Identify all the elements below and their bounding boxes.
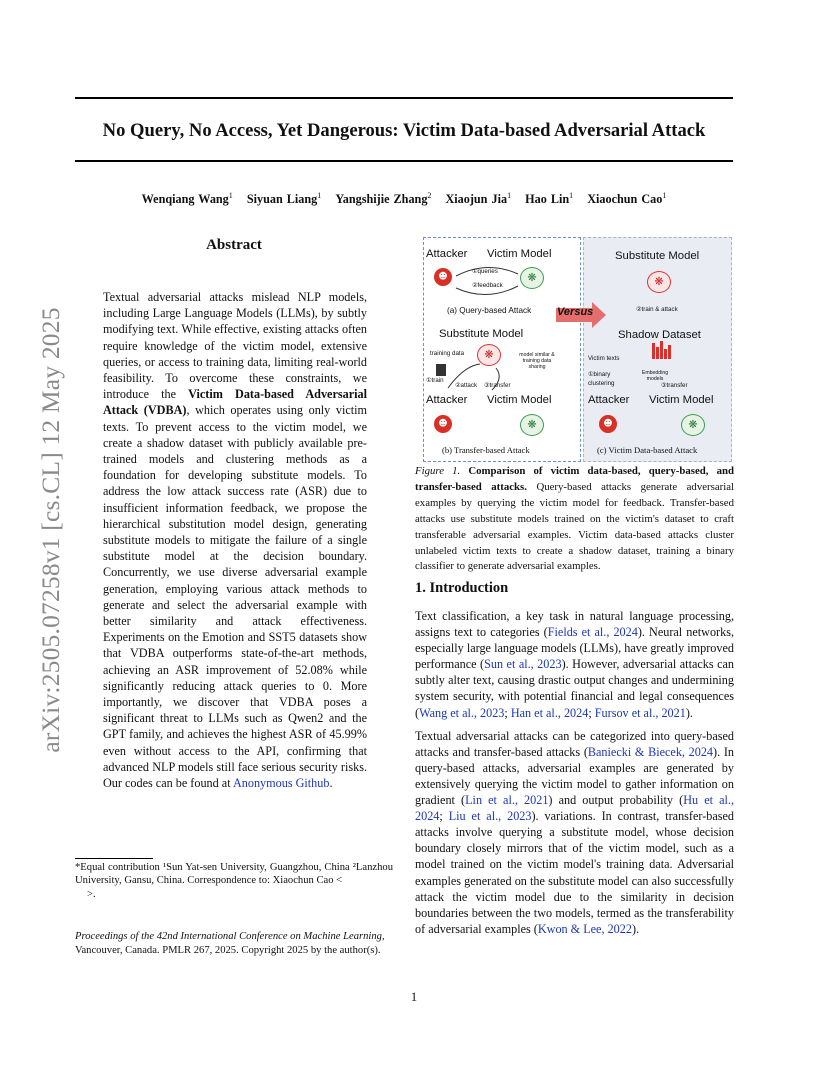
label: Victim Model — [649, 394, 714, 406]
author: Hao Lin$^1$ — [525, 191, 574, 207]
label: Attacker — [426, 394, 468, 406]
author: Wenqiang Wang$^1$ — [141, 191, 233, 207]
text-run: Text classification, a key task in natural language processing, assigns text to categories ( — [415, 609, 734, 640]
citation-link[interactable]: Wang et al., 2023 — [419, 705, 505, 720]
citation-link[interactable]: Liu et al., 2023 — [448, 809, 532, 824]
shadow-dataset-icon — [652, 341, 672, 359]
label: Substitute Model — [439, 328, 524, 340]
footnote: *Equal contribution ¹Sun Yat-sen University, Guangzhou, China ²Lanzhou University, Gansu, China. Correspondence to: Xiaochun Cao < >. — [75, 862, 393, 900]
label: ③transfer — [484, 382, 511, 389]
citation-link[interactable]: Kwon & Lee, 2022 — [537, 921, 632, 936]
victim-model-brain-icon: ❋ — [520, 267, 544, 289]
introduction-body — [415, 608, 734, 944]
text-run: ; — [504, 705, 511, 720]
citation-link[interactable]: Fursov et al., 2021 — [594, 705, 686, 720]
text-run: ). Neural networks, especially large language models (LLMs), have greatly improved performance ( — [415, 625, 734, 672]
label: model similar & training data sharing — [519, 352, 555, 370]
abstract-body: Textual adversarial attacks mislead NLP models, including Large Language Models (LLMs), by subtly modifying text. While effective, existing attacks often require knowledge of the victim model, extensive queries, or access to training data, limiting real-world feasibility. To overcome these constraints, we introduce the Victim Data-based Adversarial Attack (VDBA), which operates using only victim texts. To prevent access to the victim model, we create a shadow dataset with publicly available pre-trained models and clustering methods as a foundation for developing substitute models. To address the low attack success rate (ASR) due to insufficient information feedback, we propose the hierarchical substitution model design, generating substitute models to mitigate the failure of a single substitute model at the decision boundary. Concurrently, we use diverse adversarial example generation, employing various attack methods to generate and select the adversarial example with better similarity and attack effectiveness. Experiments on the Emotion and SST5 datasets show that VDBA outperforms state-of-the-art methods, achieving an ASR improvement of 52.08% while significantly reducing attack queries to 0. More importantly, we discover that VDBA poses a significant threat to LLMs such as Qwen2 and the GPT family, and achieves the highest ASR of 45.99% even without access to the API, confirming that advanced NLP models still face serious security risks. Our codes can be found at Anonymous Github. — [103, 290, 367, 791]
label: training data — [430, 350, 465, 357]
label: ①train — [426, 377, 444, 384]
label: Victim texts — [588, 355, 620, 362]
label: Attacker — [426, 248, 468, 260]
figure-caption: Figure 1. Comparison of victim data-based, query-based, and transfer-based attacks. Query-based attacks generate adversarial examples by querying the victim model for feedback. Transfer-based attacks use substitute models trained on the victim's dataset to craft transferable adversarial examples. Victim data-based attacks cluster unlabeled victim texts to create a shadow dataset, training a binary classifier to generate adversarial examples. — [415, 465, 734, 573]
query-arrows-icon — [454, 264, 520, 296]
transfer-arrows-icon — [444, 362, 524, 392]
label: Victim Model — [487, 394, 552, 406]
author: Yangshijie Zhang$^2$ — [335, 191, 432, 207]
text-run: ) and output probability ( — [548, 793, 684, 808]
substitute-model-brain-icon: ❋ — [477, 344, 501, 366]
text-run: ). In query-based attacks, adversarial examples are generated by extensively querying the victim model to gather information on gradient ( — [415, 744, 734, 808]
text-run: Textual adversarial attacks can be categorized into query-based attacks and transfer-based attacks ( — [415, 728, 734, 759]
substitute-model-brain-icon: ❋ — [647, 271, 671, 293]
text-run: ; — [588, 705, 595, 720]
label: Victim Model — [487, 248, 552, 260]
author: Xiaojun Jia$^1$ — [445, 191, 512, 207]
author-list — [75, 191, 733, 207]
label: Shadow Dataset — [618, 329, 701, 341]
title-bottom-rule — [75, 160, 733, 162]
author: Siyuan Liang$^1$ — [246, 191, 322, 207]
victim-model-brain-icon: ❋ — [681, 414, 705, 436]
paper-title: No Query, No Access, Yet Dangerous: Victim Data-based Adversarial Attack — [102, 120, 706, 141]
abstract-heading: Abstract — [206, 237, 262, 253]
citation-link[interactable]: Han et al., 2024 — [510, 705, 589, 720]
label: Versus — [557, 306, 594, 318]
victim-model-brain-icon: ❋ — [520, 414, 544, 436]
paragraph — [415, 608, 734, 721]
citation-link[interactable]: Lin et al., 2021 — [465, 793, 549, 808]
citation-link[interactable]: Hu et al., 2024 — [415, 793, 734, 824]
proceedings-note: Proceedings of the 42nd International Conference on Machine Learning, Vancouver, Canada. PMLR 267, 2025. Copyright 2025 by the author(s). — [75, 931, 385, 957]
citation-link[interactable]: Baniecki & Biecek, 2024 — [587, 744, 714, 759]
paragraph — [415, 728, 734, 937]
label: Embedding models — [641, 370, 669, 382]
citation-link[interactable]: Fields et al., 2024 — [547, 625, 638, 640]
github-link[interactable]: Anonymous Github — [232, 776, 330, 791]
attacker-devil-icon: ☻ — [434, 268, 452, 286]
attacker-devil-icon: ☻ — [434, 415, 452, 433]
text-run: ). — [685, 705, 693, 720]
attacker-devil-icon: ☻ — [599, 415, 617, 433]
label: (c) Victim Data-based Attack — [597, 445, 698, 455]
author: Xiaochun Cao$^1$ — [587, 191, 667, 207]
figure-1 — [420, 234, 732, 463]
label: ①queries — [472, 268, 498, 275]
text-run: ). — [631, 921, 640, 936]
text-run: ; — [439, 809, 449, 824]
label: ③transfer — [661, 382, 688, 389]
text-run: ). variations. In contrast, transfer-based attacks involve querying a substitute model, whose decision boundary closely mirrors that of the victim model, such as a model trained on the victim model's training data. Adversarial examples generated on the substitute model can also successfully attack the victim model due to the similarity in decision boundaries between the two models, termed as the transferability of adversarial examples ( — [415, 809, 735, 936]
label: ②feedback — [472, 282, 503, 289]
page-number: 1 — [410, 990, 418, 1004]
label: (b) Transfer-based Attack — [442, 445, 530, 455]
arxiv-identifier: arXiv:2505.07258v1 [cs.CL] 12 May 2025 — [36, 307, 65, 753]
text-run: ). However, adversarial attacks can subtly alter text, causing drastic output changes and undermining system security, with potential financial and legal consequences ( — [415, 657, 734, 720]
label: ①binary clustering — [588, 371, 615, 387]
citation-link[interactable]: Sun et al., 2023 — [484, 657, 562, 672]
title-top-rule — [75, 97, 733, 99]
label: ②attack — [455, 382, 478, 389]
footnote-rule — [75, 858, 153, 859]
section-heading: 1. Introduction — [415, 580, 509, 596]
label: Attacker — [588, 394, 630, 406]
label: (a) Query-based Attack — [447, 306, 532, 315]
label: Substitute Model — [615, 250, 700, 262]
label: ②train & attack — [636, 306, 678, 313]
